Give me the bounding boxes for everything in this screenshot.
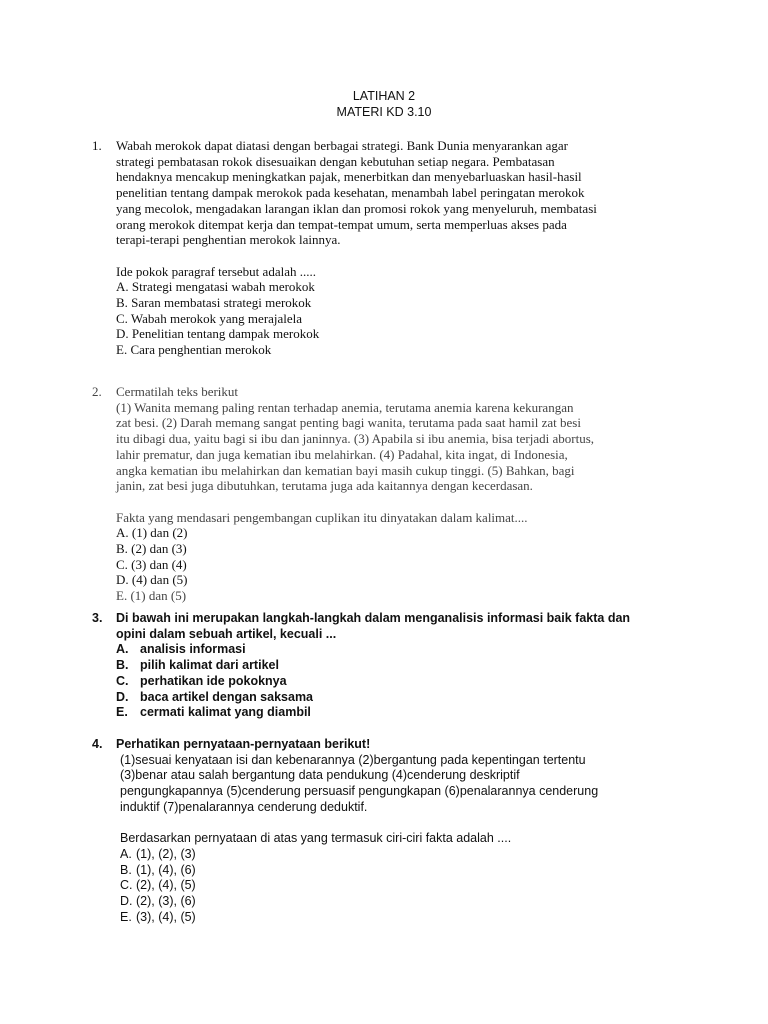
statement-line: pengungkapannya (5)cenderung persuasif pengungkapan (6)penalarannya cenderung <box>120 784 599 799</box>
paragraph-line: terapi-terapi penghentian merokok lainnya. <box>116 232 341 248</box>
answer-option: E. Cara penghentian merokok <box>116 342 272 358</box>
answer-option: C. (2), (4), (5) <box>120 878 196 893</box>
question-number: 2. <box>92 384 102 399</box>
answer-option: A. (1) dan (2) <box>116 525 188 541</box>
statement-line: (1)sesuai kenyataan isi dan kebenarannya (2)bergantung pada kepentingan tertentu <box>120 752 586 767</box>
answer-option: B. (1), (4), (6) <box>120 862 196 877</box>
answer-option: E. cermati kalimat yang diambil <box>116 705 311 720</box>
question-number: 3. <box>92 611 103 625</box>
question-text: Ide pokok paragraf tersebut adalah ..... <box>116 263 316 279</box>
question-4 <box>92 737 652 925</box>
paragraph-line: strategi pembatasan rokok disesuaikan dengan kebutuhan setiap negara. Pembatasan <box>116 153 555 169</box>
answer-option: C. perhatikan ide pokoknya <box>116 673 287 688</box>
paragraph-line: yang mecolok, mengadakan larangan iklan dan promosi rokok yang menyeluruh, membatasi <box>116 200 597 216</box>
answer-option: B. pilih kalimat dari artikel <box>116 658 279 673</box>
question-heading: Perhatikan pernyataan-pernyataan berikut! <box>116 737 371 751</box>
paragraph-line: itu dibagi dua, yaitu bagi si ibu dan janinnya. (3) Apabila si ibu anemia, bisa terjadi abortus, <box>116 431 595 447</box>
question-text-line: Di bawah ini merupakan langkah-langkah dalam menganalisis informasi baik fakta dan <box>116 611 631 625</box>
answer-option: B. (2) dan (3) <box>116 541 187 557</box>
answer-option: E. (3), (4), (5) <box>120 909 196 924</box>
question-number: 4. <box>92 737 103 751</box>
question-text-line: opini dalam sebuah artikel, kecuali ... <box>116 626 337 641</box>
answer-option: A. (1), (2), (3) <box>120 846 196 861</box>
question-1 <box>92 138 652 358</box>
paragraph-line: penelitian tentang dampak merokok pada kesehatan, menambah label peringatan merokok <box>116 185 585 201</box>
answer-option: D. baca artikel dengan saksama <box>116 689 314 704</box>
question-number: 1. <box>92 138 102 153</box>
paragraph-line: lahir prematur, dan juga kematian ibu melahirkan. (4) Padahal, kita ingat, di Indonesia, <box>116 446 568 462</box>
answer-option: B. Saran membatasi strategi merokok <box>116 295 312 311</box>
question-text: Berdasarkan pernyataan di atas yang termasuk ciri-ciri fakta adalah .... <box>120 831 512 846</box>
document-title: LATIHAN 2 <box>352 89 416 103</box>
answer-option: D. (4) dan (5) <box>116 572 188 588</box>
paragraph-line: Wabah merokok dapat diatasi dengan berbagai strategi. Bank Dunia menyarankan agar <box>116 138 568 153</box>
answer-option: A. analisis informasi <box>116 642 246 657</box>
paragraph-line: hendaknya mencakup meningkatkan pajak, menerbitkan dan menyebarluaskan hasil-hasil <box>116 169 582 185</box>
document-subtitle: MATERI KD 3.10 <box>336 105 432 119</box>
paragraph-line: orang merokok ditempat kerja dan tempat-tempat umum, serta memperluas akses pada <box>116 216 567 232</box>
answer-option: C. Wabah merokok yang merajalela <box>116 310 303 326</box>
answer-option: E. (1) dan (5) <box>116 588 187 604</box>
answer-option: A. Strategi mengatasi wabah merokok <box>116 279 315 295</box>
question-intro: Cermatilah teks berikut <box>116 384 239 399</box>
question-text: Fakta yang mendasari pengembangan cuplikan itu dinyatakan dalam kalimat.... <box>116 509 528 525</box>
answer-option: D. (2), (3), (6) <box>120 894 196 909</box>
paragraph-line: (1) Wanita memang paling rentan terhadap anemia, terutama anemia karena kekurangan <box>116 399 574 415</box>
paragraph-line: janin, zat besi juga dibutuhkan, terutama juga ada kaitannya dengan kecerdasan. <box>116 478 533 494</box>
paragraph-line: zat besi. (2) Darah memang sangat penting bagi wanita, terutama pada saat hamil zat besi <box>116 415 581 431</box>
question-2 <box>92 384 652 604</box>
paragraph-line: angka kematian ibu melahirkan dan kematian bayi masih cukup tinggi. (5) Bahkan, bagi <box>116 462 575 478</box>
question-3 <box>92 611 652 721</box>
answer-option: C. (3) dan (4) <box>116 556 187 572</box>
statement-line: (3)benar atau salah bergantung data pendukung (4)cenderung deskriptif <box>120 768 520 783</box>
statement-line: induktif (7)penalarannya cenderung deduktif. <box>120 799 368 814</box>
answer-option: D. Penelitian tentang dampak merokok <box>116 326 320 342</box>
